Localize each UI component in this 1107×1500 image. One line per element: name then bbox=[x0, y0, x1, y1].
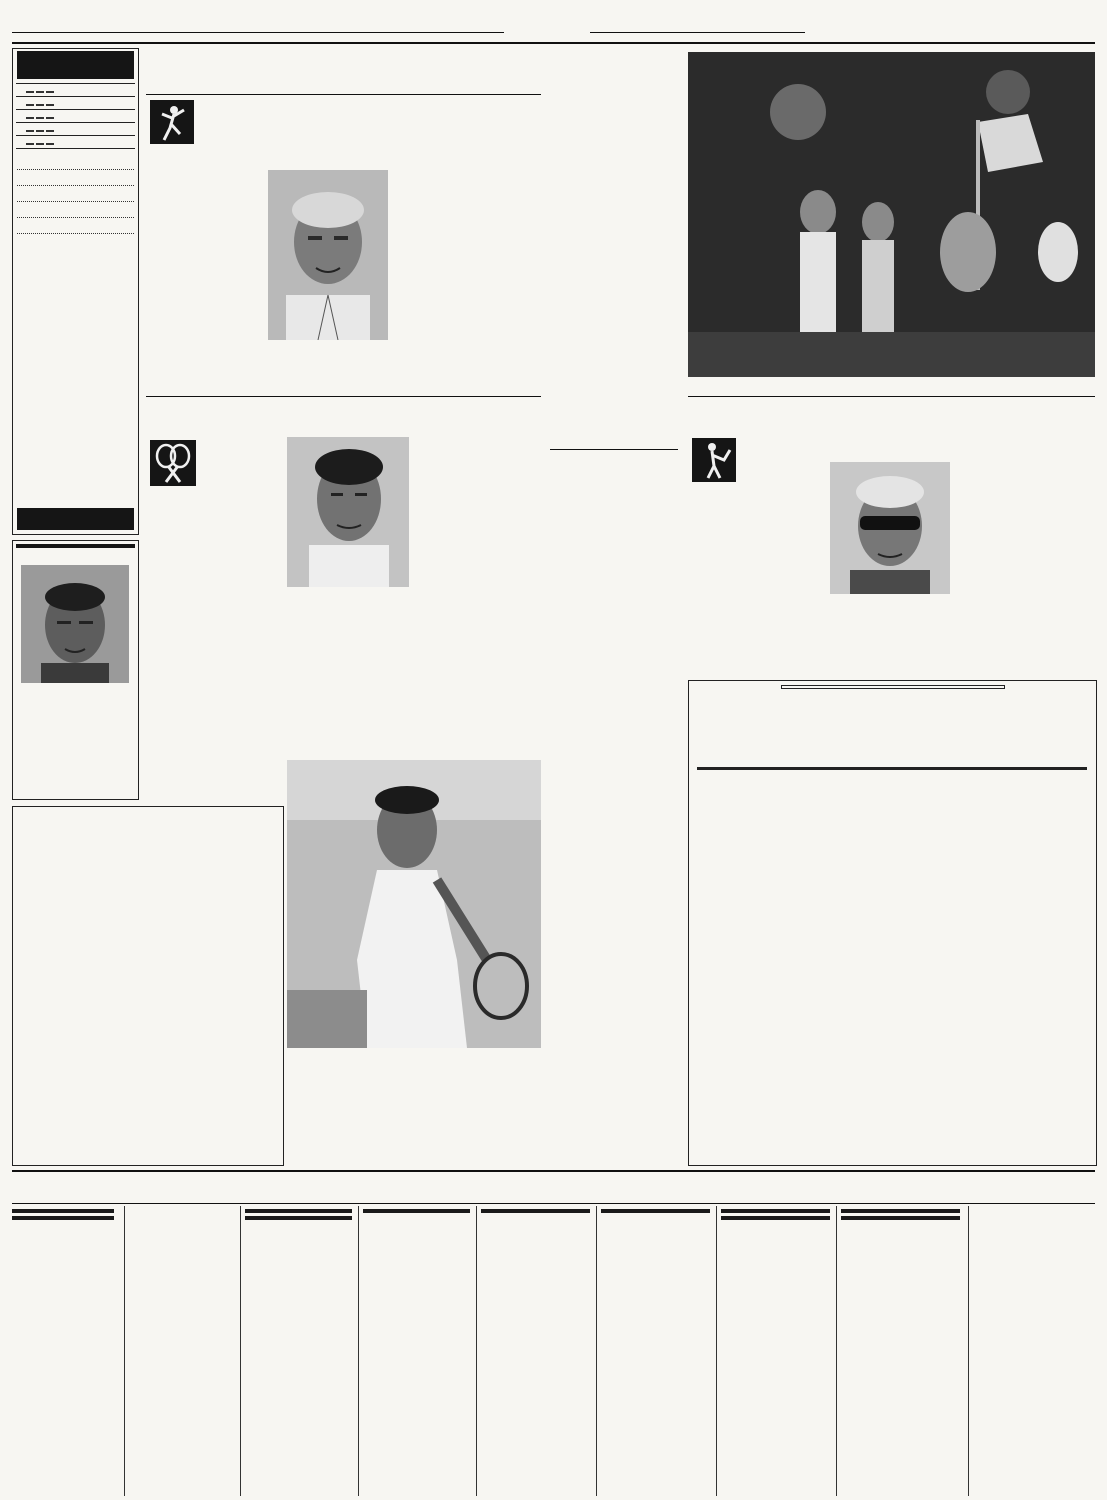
form-field[interactable] bbox=[17, 155, 134, 170]
envits-logo bbox=[17, 508, 134, 530]
channel-header bbox=[481, 1209, 590, 1213]
notice-body bbox=[21, 834, 275, 1030]
tender-ad-academy bbox=[12, 806, 284, 1166]
quiz-question bbox=[16, 136, 135, 149]
answer-option[interactable] bbox=[36, 104, 44, 106]
channel-header bbox=[363, 1209, 470, 1213]
becker-body bbox=[550, 96, 678, 444]
muster-body bbox=[418, 634, 541, 750]
form-field[interactable] bbox=[17, 187, 134, 202]
sidhu-body bbox=[550, 494, 678, 626]
table-cell bbox=[955, 769, 997, 770]
guide-column bbox=[476, 1206, 595, 1496]
answer-option[interactable] bbox=[46, 117, 54, 119]
romario-portrait-image bbox=[21, 565, 129, 683]
column-one bbox=[12, 48, 139, 535]
table-cell bbox=[913, 769, 955, 770]
channel-header bbox=[841, 1216, 960, 1220]
guide-column bbox=[596, 1206, 715, 1496]
michael-stich-photo bbox=[287, 760, 541, 1048]
form-field[interactable] bbox=[17, 171, 134, 186]
answer-option[interactable] bbox=[26, 104, 34, 106]
guide-column bbox=[240, 1206, 357, 1496]
pete-sampras-photo bbox=[287, 437, 409, 587]
warne-column-2-top bbox=[826, 436, 954, 460]
taylor-column-2-bottom bbox=[257, 352, 389, 444]
wta-intro bbox=[550, 650, 678, 694]
entertainment-guide-title bbox=[12, 1174, 1095, 1202]
channel-header bbox=[841, 1209, 960, 1213]
answer-option[interactable] bbox=[36, 91, 44, 93]
channel-header bbox=[601, 1209, 710, 1213]
guide-column bbox=[12, 1206, 118, 1496]
form-field[interactable] bbox=[17, 203, 134, 218]
answer-option[interactable] bbox=[46, 130, 54, 132]
channel-header bbox=[245, 1216, 352, 1220]
answer-option[interactable] bbox=[46, 104, 54, 106]
entry-form bbox=[17, 155, 134, 234]
tv-listings bbox=[12, 1206, 1095, 1496]
table-cell bbox=[997, 769, 1039, 770]
answer-option[interactable] bbox=[26, 117, 34, 119]
answer-option[interactable] bbox=[26, 130, 34, 132]
guide-column bbox=[716, 1206, 835, 1496]
redstripe-standings bbox=[550, 1080, 680, 1170]
table-cell bbox=[698, 769, 745, 770]
masthead bbox=[12, 17, 1095, 43]
sports-talk bbox=[12, 540, 139, 800]
answer-option[interactable] bbox=[36, 117, 44, 119]
channel-header bbox=[721, 1209, 830, 1213]
taylor-column-1 bbox=[150, 98, 250, 444]
sanitation-slogan bbox=[781, 685, 1005, 689]
taylor-column-2-top bbox=[257, 98, 389, 168]
warne-column-3 bbox=[961, 400, 1095, 568]
answer-option[interactable] bbox=[26, 91, 34, 93]
redstripe-body bbox=[550, 940, 678, 1078]
tender-row bbox=[698, 769, 1087, 770]
quiz-questions bbox=[16, 83, 135, 149]
pete-column-1 bbox=[150, 437, 278, 611]
form-field[interactable] bbox=[17, 219, 134, 234]
answer-option[interactable] bbox=[26, 143, 34, 145]
answer-option[interactable] bbox=[46, 143, 54, 145]
table-cell bbox=[871, 769, 913, 770]
pete-column-2 bbox=[287, 604, 409, 752]
channel-header bbox=[245, 1209, 352, 1213]
taylor-column-3 bbox=[397, 98, 541, 444]
table-cell bbox=[787, 769, 829, 770]
answer-option[interactable] bbox=[46, 91, 54, 93]
answer-option[interactable] bbox=[36, 130, 44, 132]
quiz-question bbox=[16, 84, 135, 97]
wta-table bbox=[550, 696, 680, 896]
mark-taylor-photo bbox=[268, 170, 388, 340]
channel-header bbox=[721, 1216, 830, 1220]
guide-column bbox=[124, 1206, 239, 1496]
guide-column bbox=[968, 1206, 1094, 1496]
east-asian-games-photo bbox=[688, 52, 1095, 377]
romario-photo bbox=[21, 565, 129, 683]
channel-header bbox=[12, 1209, 114, 1213]
sports-talk-title bbox=[16, 544, 135, 548]
quiz-question bbox=[16, 97, 135, 110]
tender-table bbox=[697, 767, 1087, 770]
hingis-intro bbox=[150, 652, 278, 700]
tender-ad-phe bbox=[688, 680, 1097, 1166]
table-cell bbox=[745, 769, 787, 770]
quiz-question bbox=[16, 123, 135, 136]
table-cell bbox=[829, 769, 871, 770]
pete-column-3 bbox=[418, 437, 541, 611]
boost-logo bbox=[17, 51, 134, 79]
guide-column bbox=[358, 1206, 475, 1496]
tender-body bbox=[697, 708, 1088, 764]
quiz-question bbox=[16, 110, 135, 123]
shane-warne-photo bbox=[830, 462, 950, 594]
hingis-table bbox=[150, 700, 278, 818]
guide-column bbox=[836, 1206, 967, 1496]
warne-column-1 bbox=[692, 436, 819, 672]
warne-column-2-bottom bbox=[826, 607, 954, 673]
table-cell bbox=[1039, 769, 1086, 770]
channel-header bbox=[12, 1216, 114, 1220]
russian-body bbox=[961, 608, 1095, 674]
answer-option[interactable] bbox=[36, 143, 44, 145]
